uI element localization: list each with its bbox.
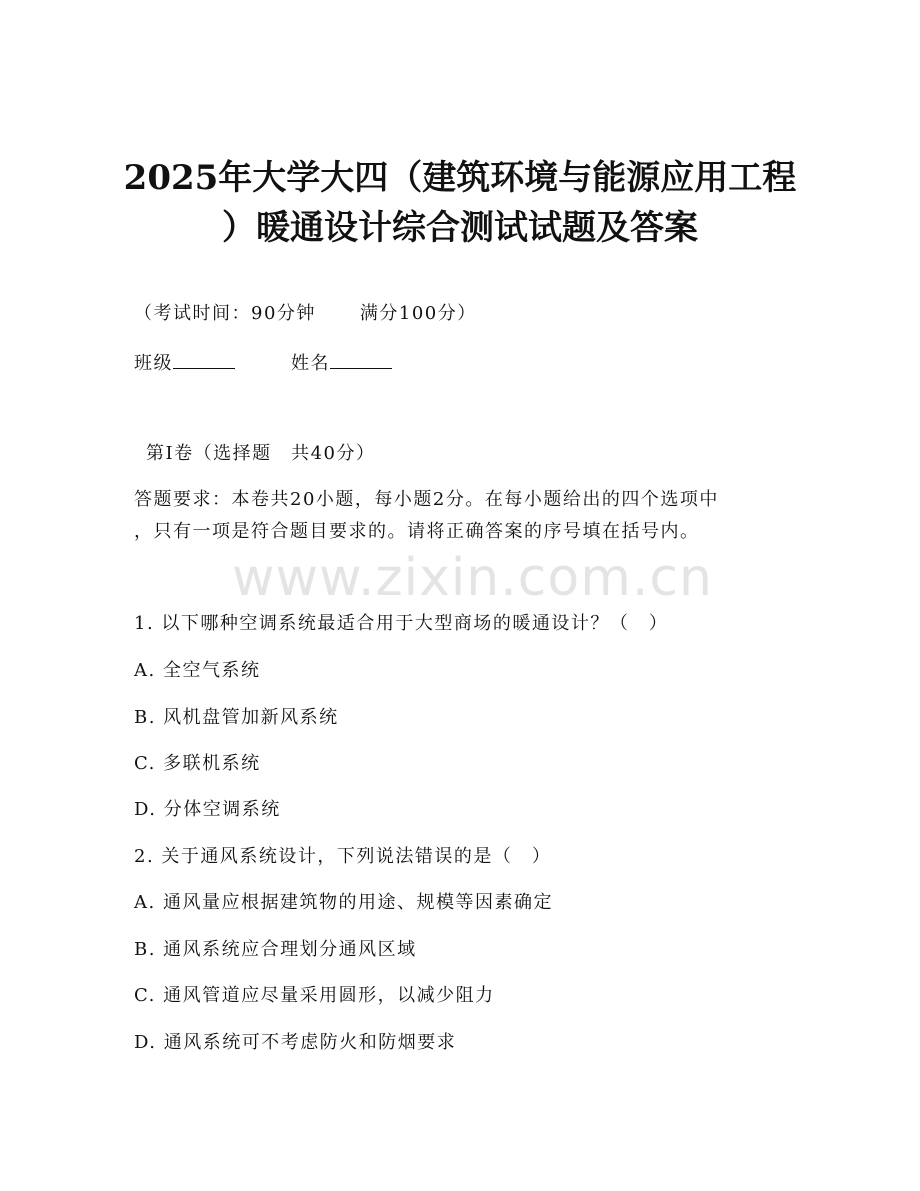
watermark: www.zixin.com.cn [232,548,713,608]
question-1-option-c: C. 多联机系统 [134,753,261,774]
question-2-option-b: B. 通风系统应合理划分通风区域 [134,939,417,960]
instructions-line-2: ，只有一项是符合题目要求的。请将正确答案的序号填在括号内。 [134,521,700,542]
instructions-line-1: 答题要求：本卷共20小题，每小题2分。在每小题给出的四个选项中 [134,489,719,510]
document-title-line-1: 2025年大学大四（建筑环境与能源应用工程 [123,158,797,198]
question-1-option-d: D. 分体空调系统 [134,799,281,820]
question-1-option-a: A. 全空气系统 [134,660,261,681]
document-title-line-2: ）暖通设计综合测试试题及答案 [222,208,698,248]
question-2-option-d: D. 通风系统可不考虑防火和防烟要求 [134,1032,457,1053]
question-1-option-b: B. 风机盘管加新风系统 [134,707,339,728]
question-1-stem: 1. 以下哪种空调系统最适合用于大型商场的暖通设计？（ ） [134,613,669,634]
exam-score: 满分100分） [359,303,477,324]
question-2-option-a: A. 通风量应根据建筑物的用途、规模等因素确定 [134,892,553,913]
name-blank [330,350,392,369]
name-label: 姓名 [291,353,330,374]
class-label: 班级 [134,353,173,374]
question-2-option-c: C. 通风管道应尽量采用圆形，以减少阻力 [134,985,495,1006]
section-heading: 第Ⅰ卷（选择题 共40分） [146,443,376,464]
question-2-stem: 2. 关于通风系统设计，下列说法错误的是（ ） [134,846,552,867]
student-fields [134,350,392,376]
class-blank [173,350,235,369]
exam-info [134,302,477,326]
exam-time: （考试时间：90分钟 [134,303,316,324]
